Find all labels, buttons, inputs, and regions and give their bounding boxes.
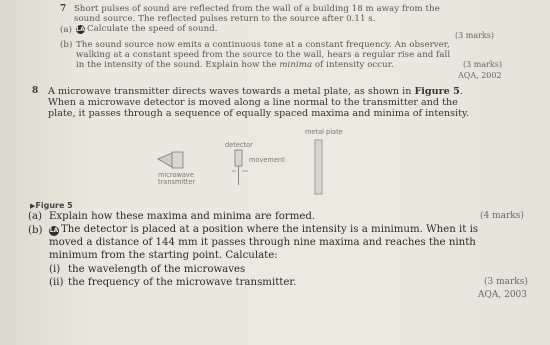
q8b-line3: minimum from the starting point. Calculate: [49, 250, 278, 261]
q7a-marks: (3 marks) [455, 31, 495, 40]
q8b-ii-label: (ii) [49, 277, 64, 288]
q8-intro-line1-post: . [459, 86, 463, 97]
q7a-label: (a) [60, 25, 72, 35]
microwave-transmitter [172, 152, 183, 168]
detector-label: detector [225, 141, 253, 149]
figure-caption-text: Figure 5 [35, 201, 73, 210]
q7b-line3-post: of intensity occur. [312, 60, 394, 70]
q8a-text: Explain how these maxima and minima are formed. [49, 211, 316, 222]
transmitter-label-line2: transmitter [158, 178, 196, 186]
transmitter-horn [158, 153, 172, 167]
q8-intro-line1 [48, 87, 463, 97]
figure-arrow-icon: ▶ [30, 202, 36, 210]
q7a-line [76, 25, 217, 34]
q8b-ii-text: the frequency of the microwave transmitter. [68, 277, 297, 288]
q8-source: AQA, 2003 [478, 290, 528, 300]
q8b-marks: (3 marks) [484, 277, 528, 287]
q8b-line2: moved a distance of 144 mm it passes through nine maxima and reaches the ninth [49, 237, 476, 248]
transmitter-label-line1: microwave [158, 171, 194, 179]
q8-intro-line2: When a microwave detector is moved along a line normal to the transmitter and the [48, 97, 458, 108]
q7-intro-line2: sound source. The reflected pulses return to the source after 0.11 s. [74, 14, 376, 24]
metal-plate [315, 140, 322, 194]
q7b-line2: walking at a constant speed from the source to the wall, hears a regular rise and fall [76, 50, 451, 60]
q8b-i-label: (i) [49, 264, 61, 275]
figure-5-diagram [150, 125, 370, 200]
q8b-label: (b) [28, 225, 43, 236]
q7b-label: (b) [60, 40, 73, 50]
q8b-i-text: the wavelength of the microwaves [68, 264, 246, 275]
q8-intro-line3: plate, it passes through a sequence of equally spaced maxima and minima of intensity. [48, 108, 470, 119]
q8-figure-ref: Figure 5 [414, 86, 460, 97]
question-7-number: 7 [60, 4, 67, 14]
question-8-number: 8 [32, 86, 39, 96]
microwave-detector [235, 150, 242, 166]
level-a-badge-icon: LA [49, 227, 59, 234]
q7b-line3-pre: in the intensity of the sound. Explain how the [76, 60, 280, 70]
metal-plate-label: metal plate [305, 128, 343, 136]
q7b-marks: (3 marks) [463, 60, 503, 69]
q7b-line1: The sound source now emits a continuous tone at a constant frequency. An observer, [76, 40, 450, 50]
q8b-line1-text: The detector is placed at a position where the intensity is a minimum. When it is [61, 224, 479, 235]
q8-intro-line1-pre: A microwave transmitter directs waves towards a metal plate, as shown in [48, 86, 415, 97]
q8a-marks: (4 marks) [480, 211, 524, 221]
movement-label: movement [249, 156, 285, 164]
level-a-badge-icon: LA [76, 26, 85, 33]
q7a-text: Calculate the speed of sound. [87, 24, 218, 34]
q7-source: AQA, 2002 [458, 71, 502, 80]
q8a-label: (a) [28, 211, 43, 222]
q7b-line3-italic: minima [279, 60, 313, 70]
q7b-line3 [76, 61, 394, 70]
q8b-line1 [49, 225, 478, 236]
figure-caption [30, 195, 73, 211]
q7-intro-line1: Short pulses of sound are reflected from the wall of a building 18 m away from the [74, 4, 440, 14]
